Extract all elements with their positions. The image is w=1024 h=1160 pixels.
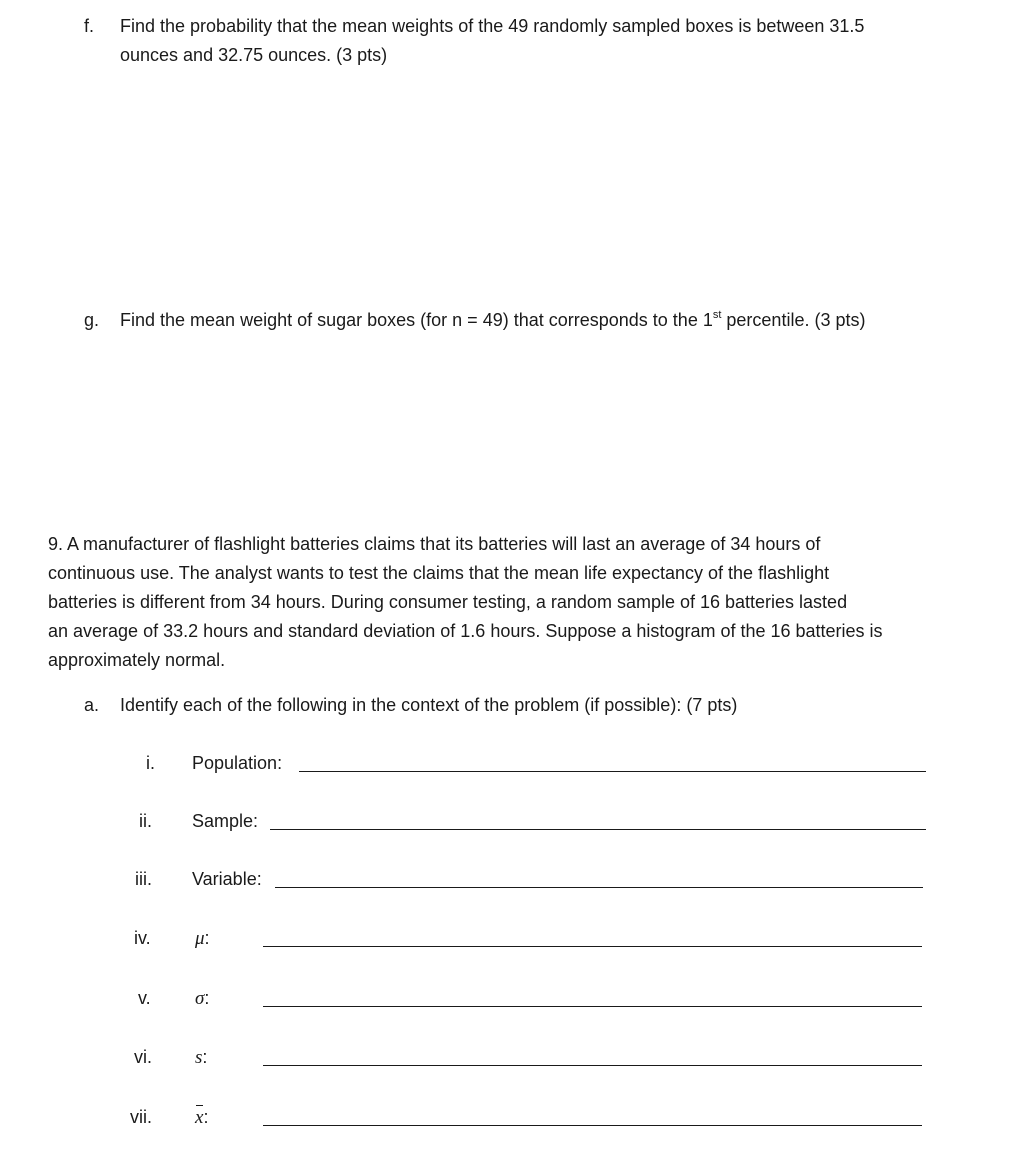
question-9-line-4: an average of 33.2 hours and standard deviation of 1.6 hours. Suppose a histogram of the 16 batteries is [48, 621, 883, 641]
part-g-text [120, 306, 865, 335]
part-g-text-before: Find the mean weight of sugar boxes (for n = 49) that corresponds to the 1 [120, 310, 713, 330]
item-vii-answer-line[interactable] [263, 1125, 922, 1126]
question-9-line-3: batteries is different from 34 hours. During consumer testing, a random sample of 16 batteries lasted [48, 592, 848, 612]
item-v-colon: : [204, 988, 210, 1008]
item-i-numeral: i. [146, 753, 155, 773]
part-g-text-after: percentile. (3 pts) [721, 310, 866, 330]
item-vi-colon: : [202, 1047, 208, 1067]
item-i-answer-line[interactable] [299, 771, 926, 772]
item-vii-colon: : [203, 1107, 209, 1127]
item-vii-symbol [195, 1103, 208, 1132]
item-ii-label: Sample: [192, 811, 259, 831]
item-vi-numeral: vi. [134, 1047, 152, 1067]
item-v-answer-line[interactable] [263, 1006, 922, 1007]
part-f-line-2: ounces and 32.75 ounces. (3 pts) [120, 45, 388, 65]
item-iv-answer-line[interactable] [263, 946, 922, 947]
item-iii-answer-line[interactable] [275, 887, 923, 888]
item-i-label: Population: [192, 753, 283, 773]
x-bar-symbol: x [195, 1103, 203, 1132]
s-symbol: s [195, 1047, 203, 1068]
question-9-line-5: approximately normal. [48, 650, 226, 670]
item-iii-numeral: iii. [135, 869, 152, 889]
item-ii-answer-line[interactable] [270, 829, 926, 830]
part-a-marker: a. [84, 695, 100, 715]
item-ii-numeral: ii. [139, 811, 152, 831]
item-iv-symbol [195, 924, 210, 953]
item-vii-numeral: vii. [130, 1107, 152, 1127]
part-g-superscript: st [712, 309, 722, 321]
item-vi-symbol [195, 1043, 207, 1072]
item-vi-answer-line[interactable] [263, 1065, 922, 1066]
part-g-marker: g. [84, 310, 100, 330]
question-9-line-1: 9. A manufacturer of flashlight batteries claims that its batteries will last an average of 34 hours of [48, 534, 821, 554]
item-iv-numeral: iv. [134, 928, 151, 948]
item-iii-label: Variable: [192, 869, 262, 889]
mu-symbol: μ [195, 928, 205, 949]
part-f-marker: f. [84, 16, 95, 36]
part-f-line-1: Find the probability that the mean weights of the 49 randomly sampled boxes is between 31.5 [120, 16, 865, 36]
part-a-text: Identify each of the following in the context of the problem (if possible): (7 pts) [120, 695, 738, 715]
item-iv-colon: : [204, 928, 210, 948]
item-v-numeral: v. [138, 988, 151, 1008]
question-9-line-2: continuous use. The analyst wants to test the claims that the mean life expectancy of the flashlight [48, 563, 830, 583]
item-v-symbol [195, 984, 209, 1013]
sigma-symbol: σ [195, 988, 205, 1009]
